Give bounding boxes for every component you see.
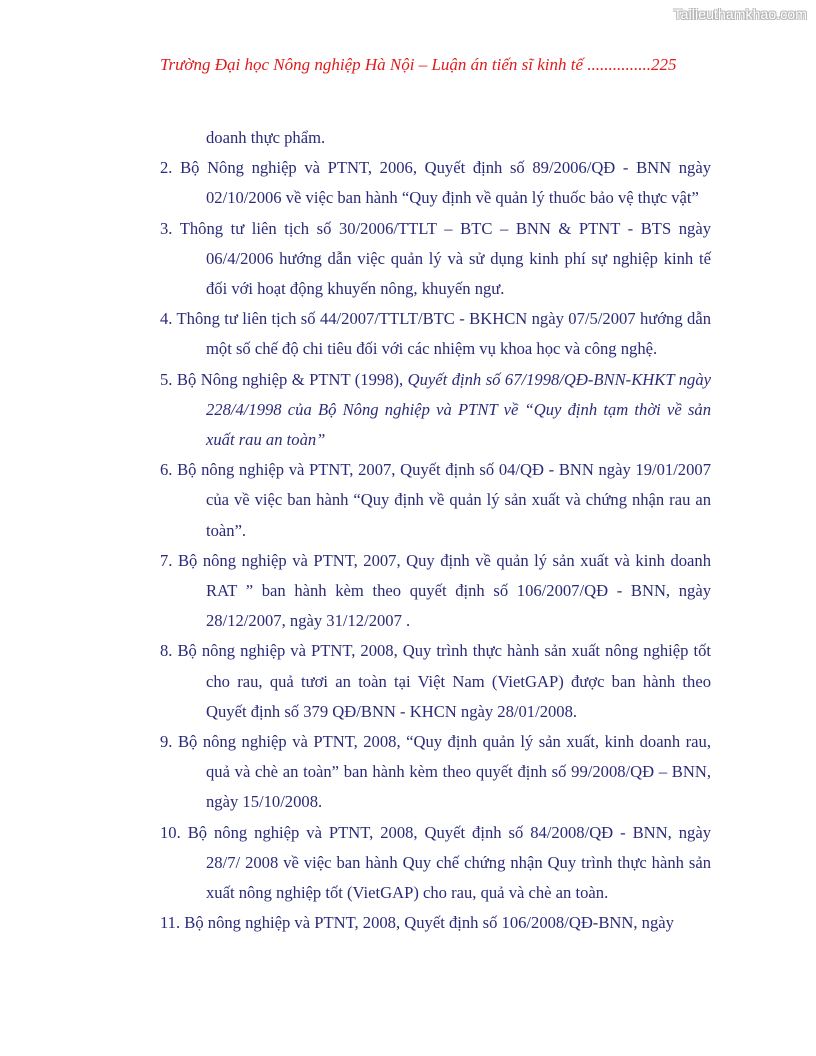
reference-item-10: 10. Bộ nông nghiệp và PTNT, 2008, Quyết định số 84/2008/QĐ - BNN, ngày 28/7/ 2008 về việc ban hành Quy chế chứng nhận Quy trình thực hành sản xuất nông nghiệp tốt (VietGAP) cho rau, quả và chè an toàn. (160, 822, 711, 903)
reference-list (160, 123, 711, 938)
reference-item-9: 9. Bộ nông nghiệp và PTNT, 2008, “Quy định quản lý sản xuất, kinh doanh rau, quả và chè an toàn” ban hành kèm theo quyết định số 99/2008/QĐ – BNN, ngày 15/10/2008. (160, 732, 711, 812)
reference-item-4: 4. Thông tư liên tịch số 44/2007/TTLT/BTC - BKHCN ngày 07/5/2007 hướng dẫn một số chế độ chi tiêu đối với các nhiệm vụ khoa học và công nghệ. (160, 309, 711, 359)
reference-item-2: 2. Bộ Nông nghiệp và PTNT, 2006, Quyết định số 89/2006/QĐ - BNN ngày 02/10/2006 về việc ban hành “Quy định về quản lý thuốc bảo vệ thực vật” (160, 158, 711, 208)
reference-item-continuation: doanh thực phẩm. (206, 128, 326, 147)
reference-item-5-author: 5. Bộ Nông nghiệp & PTNT (1998), (160, 369, 408, 389)
reference-item-7: 7. Bộ nông nghiệp và PTNT, 2007, Quy định về quản lý sản xuất và kinh doanh RAT ” ban hành kèm theo quyết định số 106/2007/QĐ - BNN, ngày 28/12/2007, ngày 31/12/2007 . (160, 550, 711, 631)
reference-item-3: 3. Thông tư liên tịch số 30/2006/TTLT – BTC – BNN & PTNT - BTS ngày 06/4/2006 hướng dẫn việc quản lý và sử dụng kinh phí sự nghiệp kinh tế đối với hoạt động khuyến nông, khuyến ngư. (160, 218, 711, 299)
reference-item-8: 8. Bộ nông nghiệp và PTNT, 2008, Quy trình thực hành sản xuất nông nghiệp tốt cho rau, quả tươi an toàn tại Việt Nam (VietGAP) được ban hành theo Quyết định số 379 QĐ/BNN - KHCN ngày 28/01/2008. (160, 641, 711, 721)
running-header: Trường Đại học Nông nghiệp Hà Nội – Luận án tiến sĩ kinh tế ...............225 (160, 55, 677, 74)
reference-item-11: 11. Bộ nông nghiệp và PTNT, 2008, Quyết định số 106/2008/QĐ-BNN, ngày (160, 913, 674, 933)
reference-item-5 (160, 365, 711, 456)
reference-item-6: 6. Bộ nông nghiệp và PTNT, 2007, Quyết định số 04/QĐ - BNN ngày 19/01/2007 của về việc ban hành “Quy định về quản lý sản xuất và chứng nhận rau an toàn”. (160, 460, 711, 540)
watermark-text: Tailieuthamkhao.com (673, 6, 807, 22)
reference-item-5-title: Quyết định số 67/1998/QĐ-BNN-KHKT ngày 228/4/1998 của Bộ Nông nghiệp và PTNT về “Quy định tạm thời về sản xuất rau an toàn” (206, 369, 711, 450)
